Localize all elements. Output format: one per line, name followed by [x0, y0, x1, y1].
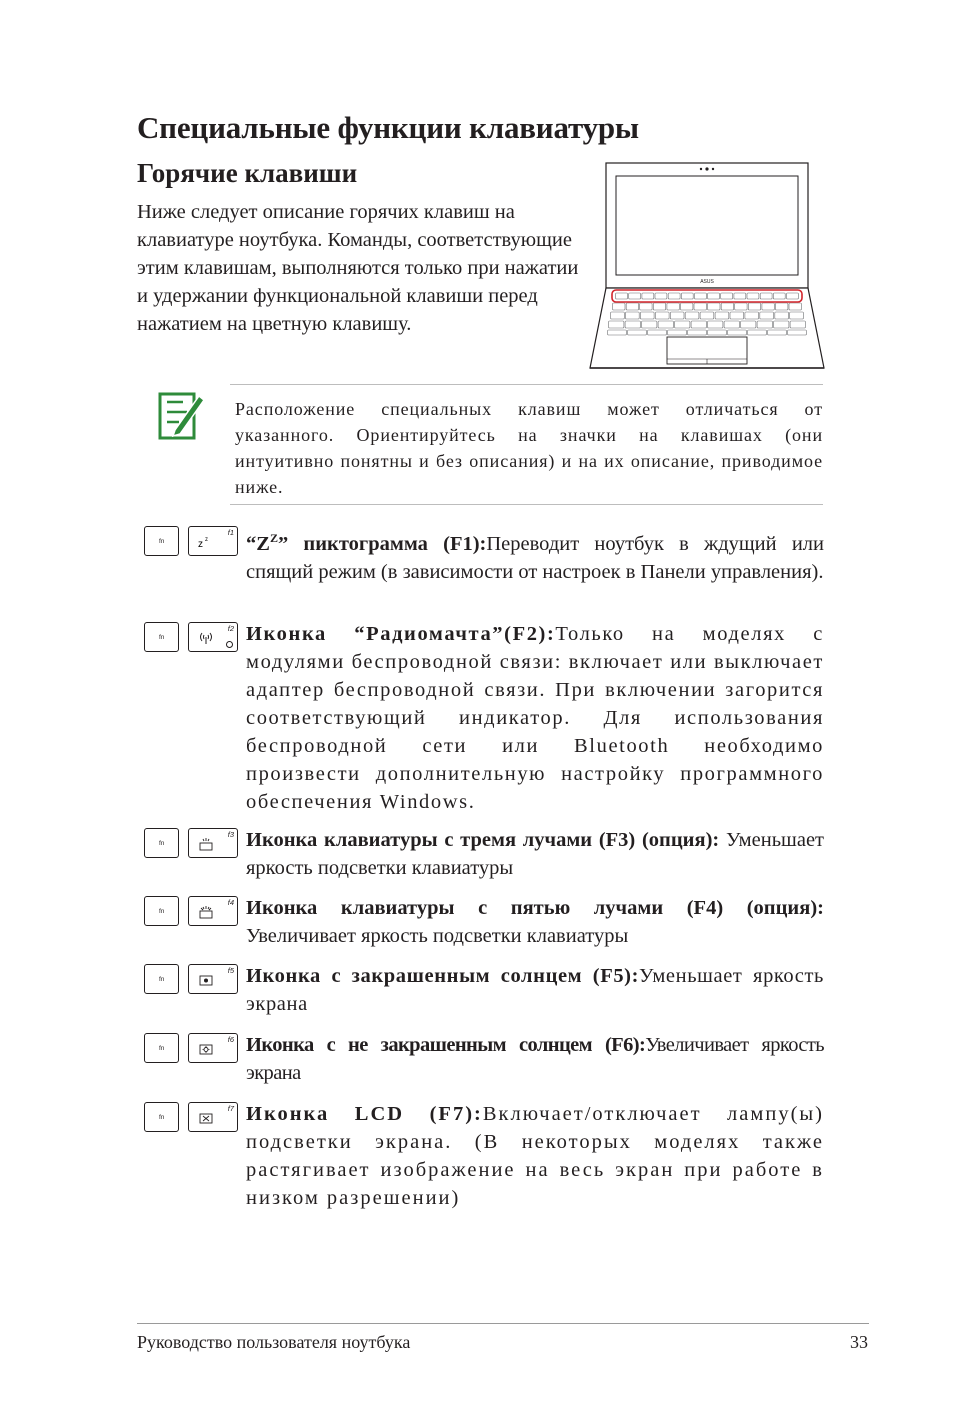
laptop-key: [668, 293, 680, 299]
laptop-key: [776, 303, 788, 310]
hotkey-description: Иконка с не закрашенным солнцем (F6):Увеличивает яркость экрана: [246, 1034, 824, 1084]
laptop-key: [748, 303, 760, 310]
laptop-key: [642, 293, 654, 299]
laptop-key: [735, 303, 747, 310]
laptop-key: [695, 293, 707, 299]
laptop-key: [741, 321, 756, 328]
f1-key: f1 z z: [188, 526, 238, 556]
laptop-key: [760, 312, 774, 319]
laptop-illustration: [587, 160, 827, 372]
laptop-key: [724, 321, 739, 328]
page-title: Специальные функции клавиатуры: [137, 110, 639, 145]
laptop-key: [670, 312, 684, 319]
key-combo: [140, 828, 240, 860]
laptop-key: [708, 303, 720, 310]
laptop-key: [745, 312, 759, 319]
laptop-key: [734, 293, 746, 299]
laptop-brand: ASUS: [700, 279, 714, 285]
laptop-key: [775, 312, 789, 319]
laptop-key: [685, 312, 699, 319]
laptop-key: [681, 303, 693, 310]
laptop-key: [708, 330, 727, 335]
laptop-key: [788, 330, 807, 335]
laptop-key: [658, 321, 673, 328]
laptop-key: [611, 312, 625, 319]
laptop-key: [640, 312, 654, 319]
f3-key: f3: [188, 828, 238, 858]
hotkey-description: Иконка клавиатуры с тремя лучами (F3) (опция): Уменьшает яркость подсветки клавиатуры: [246, 829, 824, 879]
brightness-up-icon: [198, 1042, 214, 1056]
lcd-off-icon: [198, 1111, 214, 1125]
f6-key: f6: [188, 1033, 238, 1063]
key-combo: [140, 1102, 240, 1134]
laptop-key: [774, 321, 789, 328]
keyboard-backlight-up-icon: [198, 905, 214, 919]
f5-key: f5: [188, 964, 238, 994]
section-title: Горячие клавиши: [137, 158, 358, 188]
laptop-key: [640, 303, 652, 310]
laptop-key: [609, 321, 624, 328]
laptop-key: [715, 312, 729, 319]
note-bottom-rule: [230, 504, 823, 505]
wireless-antenna-icon: [198, 631, 214, 645]
fn-key: fn: [144, 1033, 179, 1063]
laptop-key: [688, 330, 707, 335]
laptop-key: [708, 321, 723, 328]
svg-text:z: z: [205, 537, 208, 543]
laptop-key: [655, 293, 667, 299]
page-number: 33: [850, 1332, 868, 1352]
laptop-key: [681, 293, 693, 299]
key-combo: [140, 622, 240, 654]
laptop-key: [708, 293, 720, 299]
fn-key: fn: [144, 896, 179, 926]
laptop-key: [608, 330, 627, 335]
key-combo: [140, 1033, 240, 1065]
laptop-key: [667, 303, 679, 310]
laptop-key: [748, 330, 767, 335]
svg-text:z: z: [198, 539, 203, 549]
laptop-key: [747, 293, 759, 299]
laptop-key: [668, 330, 687, 335]
laptop-key: [721, 293, 733, 299]
hotkey-description: “$Z^Z$” пиктограмма (F1):Переводит ноутбук в ждущий или спящий режим (в зависимости от настроек в Панели управления).: [246, 531, 824, 583]
laptop-key: [760, 293, 772, 299]
laptop-key: [790, 312, 804, 319]
hotkey-description: Иконка с закрашенным солнцем (F5):Уменьшает яркость экрана: [246, 965, 825, 1015]
laptop-key: [757, 321, 772, 328]
laptop-key: [626, 312, 640, 319]
laptop-key: [642, 321, 657, 328]
f7-key: f7: [188, 1102, 238, 1132]
footer-rule: [137, 1323, 869, 1324]
laptop-key: [628, 330, 647, 335]
laptop-key: [613, 303, 625, 310]
fn-key: fn: [144, 964, 179, 994]
laptop-key: [789, 303, 801, 310]
laptop-key: [700, 312, 714, 319]
key-combo: [140, 896, 240, 928]
note-top-rule: [230, 384, 823, 385]
fn-key: fn: [144, 622, 179, 652]
laptop-key: [768, 330, 787, 335]
intro-paragraph: Ниже следует описание горячих клавиш на клавиатуре ноутбука. Команды, соответствующие этим клавишам, выполняются только при нажатии и удержании функциональной клавиши перед нажатием на цветную клавишу.: [137, 201, 579, 335]
laptop-key: [653, 303, 665, 310]
laptop-key: [730, 312, 744, 319]
note-text: Расположение специальных клавиш может отличаться от указанного. Ориентируйтесь на значки на клавишах (они интуитивно понятны и без описания) и на их описание, приводимое ниже.: [235, 399, 823, 497]
fn-key: fn: [144, 828, 179, 858]
laptop-key: [728, 330, 747, 335]
keyboard-backlight-down-icon: [198, 837, 214, 851]
laptop-key: [625, 321, 640, 328]
laptop-key: [626, 303, 638, 310]
sleep-zz-icon: [198, 535, 214, 549]
laptop-key: [773, 293, 785, 299]
note-pencil-icon: [157, 388, 205, 442]
laptop-key: [762, 303, 774, 310]
laptop-key: [655, 312, 669, 319]
hotkey-description: Иконка “Радиомачта”(F2):Только на моделях с модулями беспроводной связи: включает или выключает адаптер беспроводной связи. При включении загорится соответствующий индикатор. Для использования беспроводной сети или Bluetooth необходимо произвести дополнительную настройку программного обеспечения Windows.: [246, 623, 824, 813]
laptop-key: [787, 293, 799, 299]
footer-title: Руководство пользователя ноутбука: [137, 1332, 411, 1352]
hotkey-description: Иконка клавиатуры с пятью лучами (F4) (опция): Увеличивает яркость подсветки клавиатуры: [246, 897, 824, 947]
f4-key: f4: [188, 896, 238, 926]
laptop-key: [648, 330, 667, 335]
laptop-key: [616, 293, 628, 299]
key-combo: [140, 526, 240, 558]
fn-key: fn: [144, 1102, 179, 1132]
brightness-down-icon: [198, 973, 214, 987]
fn-key: fn: [144, 526, 179, 556]
key-combo: [140, 964, 240, 996]
f2-key: f2: [188, 622, 238, 652]
laptop-key: [629, 293, 641, 299]
laptop-key: [790, 321, 805, 328]
laptop-key: [675, 321, 690, 328]
laptop-key: [691, 321, 706, 328]
laptop-key: [721, 303, 733, 310]
laptop-key: [694, 303, 706, 310]
hotkey-description: Иконка LCD (F7):Включает/отключает лампу(ы) подсветки экрана. (В некоторых моделях также растягивает изображение на весь экран при работе в низком разрешении): [246, 1103, 825, 1209]
